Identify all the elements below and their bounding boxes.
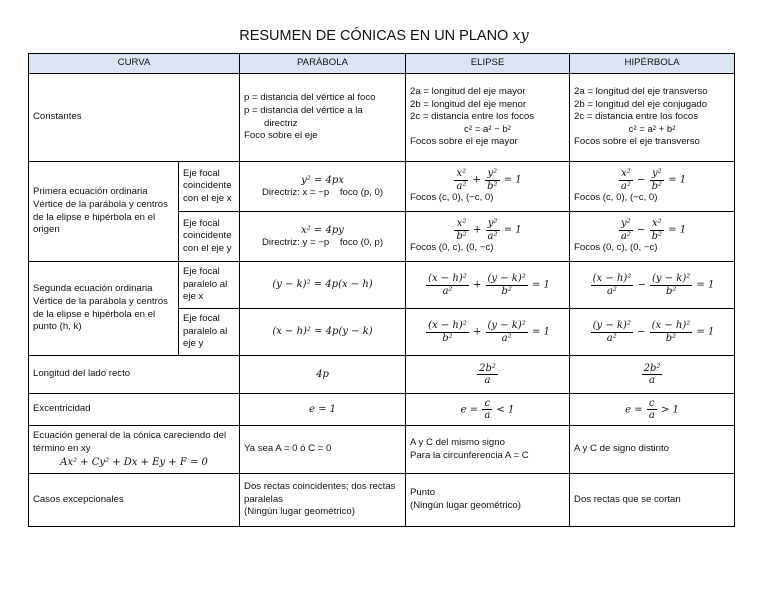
row-constantes	[29, 74, 735, 162]
hiperbola-equation: $\frac{\text{y²}}{\text{a²}}$ − $\frac{\text{x²}}{\text{b²}}$ = 1	[620, 218, 687, 242]
page-title: RESUMEN DE CÓNICAS EN UN PLANO xy	[239, 28, 529, 44]
hiperbola-primera-y: $\frac{\text{y²}}{\text{a²}}$ − $\frac{\text{x²}}{\text{b²}}$ = 1 Focos (0, c), (0, −c)	[570, 212, 735, 262]
row-segunda-x	[29, 262, 735, 309]
label-excentricidad: Excentricidad	[29, 394, 240, 426]
parabola-constantes: p = distancia del vértice al foco p = distancia del vértice a la directriz Foco sobre el eje	[240, 74, 406, 162]
hiperbola-excepcionales: Dos rectas que se cortan	[570, 474, 735, 527]
header-hiperbola: HIPÉRBOLA	[570, 54, 735, 74]
label-constantes: Constantes	[29, 74, 240, 162]
parabola-segunda-x: (y − k)² = 4p(x − h)	[240, 262, 406, 309]
hiperbola-excentricidad: e = $\frac{c}{a}$ > 1	[570, 394, 735, 426]
row-excentricidad	[29, 394, 735, 426]
elipse-general: A y C del mismo signo Para la circunferencia A = C	[406, 426, 570, 474]
label-general: Ecuación general de la cónica careciendo del término en xy Ax² + Cy² + Dx + Ey + F = 0	[29, 426, 240, 474]
hiperbola-constantes: 2a = longitud del eje transverso 2b = longitud del eje conjugado 2c = distancia entre los focos c² = a² + b² Focos sobre el eje transverso	[570, 74, 735, 162]
elipse-primera-x: $\frac{\text{x²}}{\text{a²}}$ + $\frac{\text{y²}}{\text{b²}}$ = 1 Focos (c, 0), (−c, 0)	[406, 162, 570, 212]
hiperbola-general: A y C de signo distinto	[570, 426, 735, 474]
label-excepcionales: Casos excepcionales	[29, 474, 240, 527]
hiperbola-equation: $\frac{\text{x²}}{\text{a²}}$ − $\frac{\text{y²}}{\text{b²}}$ = 1	[620, 168, 687, 192]
axis-primera-x: Eje focal coincidente con el eje x	[179, 162, 240, 212]
label-segunda: Segunda ecuación ordinaria Vértice de la parábola y centros de la elipse e hipérbola en el punto (h, k)	[29, 262, 179, 356]
elipse-segunda-x: $\frac{\text{(x − h)²}}{\text{a²}}$ + $\frac{\text{(y − k)²}}{\text{b²}}$ = 1	[406, 262, 570, 309]
row-general	[29, 426, 735, 474]
parabola-segunda-y: (x − h)² = 4p(y − k)	[240, 309, 406, 356]
header-parabola: PARÁBOLA	[240, 54, 406, 74]
parabola-lado-recto: 4p	[240, 356, 406, 394]
elipse-equation: $\frac{\text{x²}}{\text{b²}}$ + $\frac{\text{y²}}{\text{a²}}$ = 1	[456, 218, 522, 242]
axis-segunda-y: Eje focal paralelo al eje y	[179, 309, 240, 356]
hiperbola-primera-x: $\frac{\text{x²}}{\text{a²}}$ − $\frac{\text{y²}}{\text{b²}}$ = 1 Focos (c, 0), (−c, 0)	[570, 162, 735, 212]
label-primera: Primera ecuación ordinaria Vértice de la parábola y centros de la elipse e hipérbola en el origen	[29, 162, 179, 262]
header-curva: CURVA	[29, 54, 240, 74]
parabola-primera-x: y² = 4px Directriz: x = −p foco (p, 0)	[240, 162, 406, 212]
elipse-excepcionales: Punto (Ningún lugar geométrico)	[406, 474, 570, 527]
axis-primera-y: Eje focal coincidente con el eje y	[179, 212, 240, 262]
parabola-general: Ya sea A = 0 ó C = 0	[240, 426, 406, 474]
row-lado-recto	[29, 356, 735, 394]
header-row	[29, 54, 735, 74]
label-lado-recto: Longitud del lado recto	[29, 356, 240, 394]
elipse-primera-y: $\frac{\text{x²}}{\text{b²}}$ + $\frac{\text{y²}}{\text{a²}}$ = 1 Focos (0, c), (0, −c)	[406, 212, 570, 262]
elipse-constantes: 2a = longitud del eje mayor 2b = longitud del eje menor 2c = distancia entre los focos c² = a² − b² Focos sobre el eje mayor	[406, 74, 570, 162]
hiperbola-lado-recto: $\frac{\text{2b²}}{a}$	[570, 356, 735, 394]
parabola-excentricidad: e = 1	[240, 394, 406, 426]
header-elipse: ELIPSE	[406, 54, 570, 74]
hiperbola-segunda-y: $\frac{\text{(y − k)²}}{\text{a²}}$ − $\frac{\text{(x − h)²}}{\text{b²}}$ = 1	[570, 309, 735, 356]
parabola-excepcionales: Dos rectas coincidentes; dos rectas paralelas (Ningún lugar geométrico)	[240, 474, 406, 527]
parabola-primera-y: x² = 4py Directriz: y = −p foco (0, p)	[240, 212, 406, 262]
row-excepcionales	[29, 474, 735, 527]
elipse-excentricidad: e = $\frac{c}{a}$ < 1	[406, 394, 570, 426]
elipse-segunda-y: $\frac{\text{(x − h)²}}{\text{b²}}$ + $\frac{\text{(y − k)²}}{\text{a²}}$ = 1	[406, 309, 570, 356]
elipse-lado-recto: $\frac{\text{2b²}}{a}$	[406, 356, 570, 394]
axis-segunda-x: Eje focal paralelo al eje x	[179, 262, 240, 309]
conics-table	[28, 53, 735, 527]
elipse-equation: $\frac{\text{x²}}{\text{a²}}$ + $\frac{\text{y²}}{\text{b²}}$ = 1	[456, 168, 522, 192]
row-primera-x	[29, 162, 735, 212]
hiperbola-segunda-x: $\frac{\text{(x − h)²}}{\text{a²}}$ − $\frac{\text{(y − k)²}}{\text{b²}}$ = 1	[570, 262, 735, 309]
